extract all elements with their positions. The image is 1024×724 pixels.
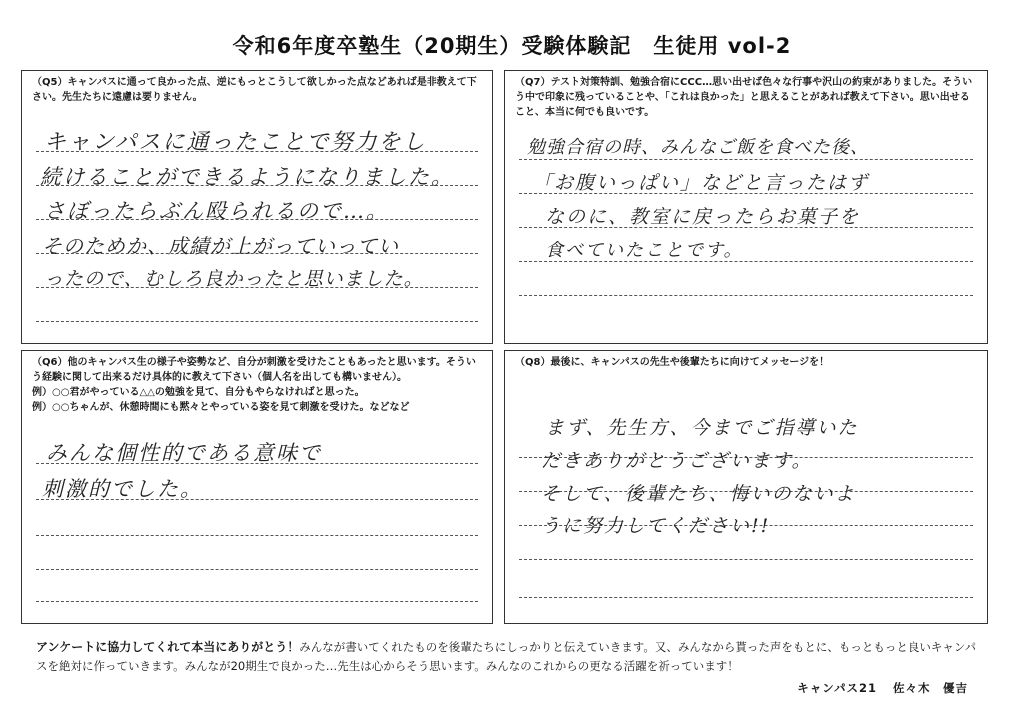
question-panel-q5 [21, 70, 493, 344]
closing-message-lead: アンケートに協力してくれて本当にありがとう！ [36, 640, 300, 654]
handwritten-answer-line: 勉強合宿の時、みんなご飯を食べた後、 [527, 137, 869, 158]
handwritten-answer-line: ったので、むしろ良かったと思いました。 [44, 268, 424, 290]
handwritten-answer-line: 続けることができるようになりました。 [40, 165, 454, 189]
answer-rule [36, 321, 478, 322]
document-title: 令和6年度卒塾生（20期生）受験体験記 生徒用 vol-2 [232, 34, 792, 58]
handwritten-answer-line: うに努力してください!! [541, 515, 771, 537]
handwritten-answer-line: さぼったらぶん殴られるので…。 [44, 199, 389, 223]
signature [797, 680, 968, 696]
question-panel-q6 [21, 350, 493, 624]
answer-rule [519, 159, 973, 160]
signature-name: 佐々木 優吉 [893, 681, 968, 695]
handwritten-answer-line: 「お腹いっぱい」などと言ったはず [533, 172, 870, 194]
closing-message [36, 638, 986, 676]
answer-rule [519, 559, 973, 560]
answer-rule [519, 597, 973, 598]
question-panel-q8 [504, 350, 988, 624]
question-text-q7: （Q7）テスト対策特訓、勉強合宿にCCC…思い出せば色々な行事や沢山の約束がありました。そういう中で印象に残っていることや、「これは良かった」と思えることがあれば教えて下さい。思い出せること、本当に何でも良いです。 [515, 77, 973, 118]
question-text-q5: （Q5）キャンパスに通って良かった点、逆にもっとこうして欲しかった点などあれば是非教えて下さい。先生たちに遠慮は要りません。 [32, 77, 477, 103]
handwritten-answer-line: キャンパスに通ったことで努力をし [44, 130, 427, 155]
answer-rule [36, 569, 478, 570]
handwritten-answer-line: そして、後輩たち、悔いのないよ [541, 483, 856, 505]
handwritten-answer-line: そのためか、成績が上がっていってい [42, 234, 399, 258]
handwritten-answer-line: まず、先生方、今までご指導いた [545, 417, 859, 439]
answer-rule [519, 295, 973, 296]
handwritten-answer-line: 食べていたことです。 [545, 240, 744, 261]
handwritten-answer-line: なのに、教室に戻ったらお菓子を [545, 206, 861, 228]
question-text-q6: （Q6）他のキャンパス生の様子や姿勢など、自分が刺激を受けたこともあったと思います。そういう経験に関して出来るだけ具体的に教えて下さい（個人名を出しても構いません）。 例）○○君がやっている△△の勉強を見て、自分もやらなければと思った。 例）○○ちゃんが、休憩時間にも黙々とやっている姿を見て刺激を受けた。などなど [32, 357, 476, 413]
answer-rule [36, 535, 478, 536]
handwritten-answer-line: 刺激的でした。 [42, 477, 203, 501]
question-panel-q7 [504, 70, 988, 344]
handwritten-answer-line: だきありがとうございます。 [541, 450, 813, 472]
closing-message-body: みんなが書いてくれたものを後輩たちにしっかりと伝えていきます。又、みんなから貰った声をもとに、もっともっと良いキャンパスを絶対に作っていきます。みんなが20期生で良かった…先生は心からそう思います。みんなのこれからの更なる活躍を祈っています！ [36, 640, 977, 673]
signature-campus: キャンパス21 [797, 681, 877, 695]
handwritten-answer-line: みんな個性的である意味で [46, 441, 322, 465]
answer-rule [36, 601, 478, 602]
question-text-q8: （Q8）最後に、キャンパスの先生や後輩たちに向けてメッセージを！ [515, 357, 830, 368]
